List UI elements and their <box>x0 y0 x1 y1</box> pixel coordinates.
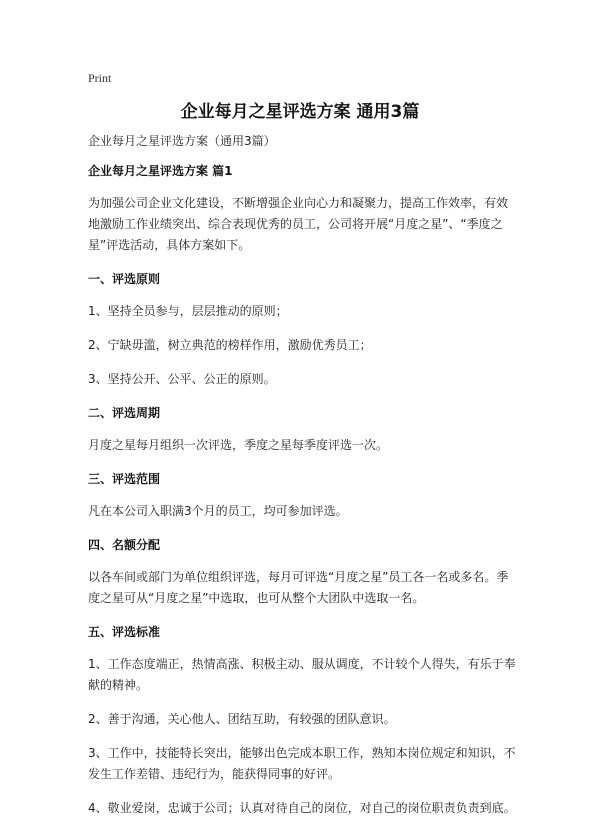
print-label[interactable]: Print <box>88 71 112 85</box>
heading-scope: 三、评选范围 <box>88 472 161 486</box>
criteria-item: 4、敬业爱岗，忠诚于公司；认真对待自己的岗位，对自己的岗位职责负责到底。 <box>88 801 516 815</box>
scope-text: 凡在本公司入职满3个月的员工，均可参加评选。 <box>88 504 348 518</box>
criteria-item: 3、工作中，技能特长突出，能够出色完成本职工作，熟知本岗位规定和知识，不发生工作差错、违纪行为，能获得同事的好评。 <box>88 746 516 781</box>
principle-item: 2、宁缺毋滥，树立典范的榜样作用，激励优秀员工； <box>88 338 372 352</box>
principle-item: 1、坚持全员参与，层层推动的原则； <box>88 304 288 318</box>
criteria-item: 2、善于沟通，关心他人、团结互助，有较强的团队意识。 <box>88 712 396 726</box>
quota-text: 以各车间或部门为单位组织评选，每月可评选“月度之星”员工各一名或多名。季度之星可从“月度之星”中选取，也可从整个大团队中选取一名。 <box>88 570 509 605</box>
document-subtitle: 企业每月之星评选方案（通用3篇） <box>88 134 276 148</box>
principle-item: 3、坚持公开、公平、公正的原则。 <box>88 372 276 386</box>
heading-principles: 一、评选原则 <box>88 272 161 286</box>
section-title: 企业每月之星评选方案 篇1 <box>88 164 233 178</box>
heading-criteria: 五、评选标准 <box>88 625 161 639</box>
page-title: 企业每月之星评选方案 通用3篇 <box>180 102 420 122</box>
heading-quota: 四、名额分配 <box>88 538 161 552</box>
intro-paragraph: 为加强公司企业文化建设，不断增强企业向心力和凝聚力，提高工作效率，有效地激励工作业绩突出、综合表现优秀的员工，公司将开展“月度之星”、“季度之星”评选活动，具体方案如下。 <box>88 196 509 252</box>
document-body <box>88 131 516 832</box>
cycle-text: 月度之星每月组织一次评选，季度之星每季度评选一次。 <box>88 438 389 452</box>
heading-cycle: 二、评选周期 <box>88 406 161 420</box>
criteria-item: 1、工作态度端正，热情高涨、积极主动、服从调度，不计较个人得失，有乐于奉献的精神。 <box>88 657 516 692</box>
